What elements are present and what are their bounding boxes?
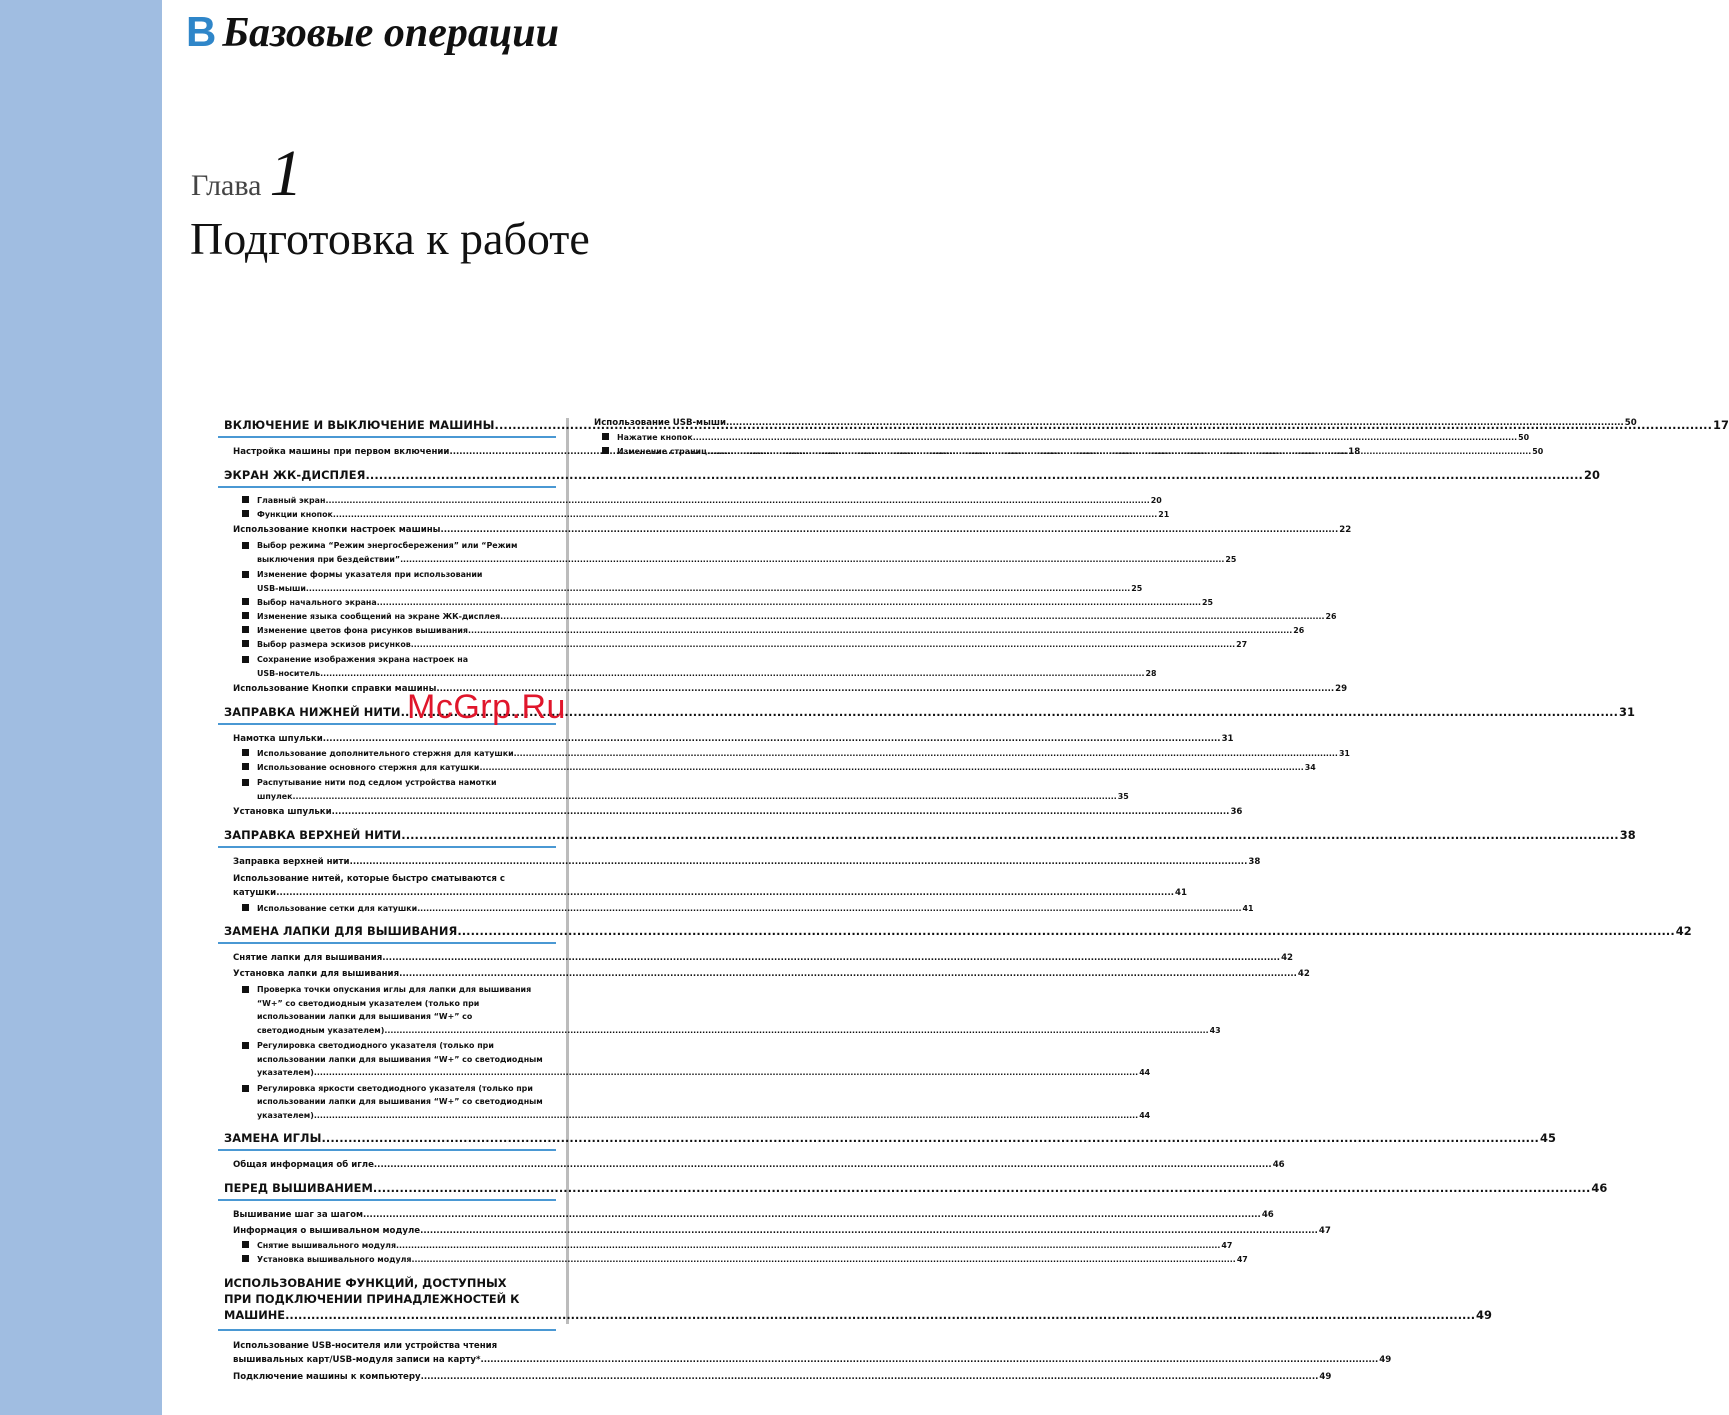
toc-subsection[interactable]: Использование нитей, которые быстро сматываются с катушки ..... 41 [218, 870, 556, 902]
bullet-icon [242, 1255, 249, 1262]
toc-item[interactable]: Изменение формы указателя при использовании USB-мыши ..... 25 [218, 567, 556, 596]
toc-item[interactable]: Выбор режима “Режим энергосбережения” или “Режим выключения при бездействии” ..... 25 [218, 538, 556, 567]
chapter-label [191, 136, 302, 212]
bullet-icon [242, 1085, 249, 1092]
toc-subsection[interactable]: Настройка машины при первом включении ..... 18 [218, 444, 556, 460]
toc-item[interactable]: Выбор размера эскизов рисунков ..... 27 [218, 638, 556, 652]
toc-subsection[interactable]: Намотка шпульки ..... 31 [218, 731, 556, 747]
toc-item[interactable]: Изменение цветов фона рисунков вышивания ..... 26 [218, 624, 556, 638]
bullet-icon [242, 656, 249, 663]
toc-item[interactable]: Нажатие кнопок ..... 50 [592, 431, 904, 445]
toc-section[interactable]: ЭКРАН ЖК-ДИСПЛЕЯ ..... 20 [218, 460, 556, 488]
part-header [186, 8, 559, 57]
toc-section[interactable]: ЗАМЕНА ИГЛЫ ..... 45 [218, 1123, 556, 1151]
toc-subsection[interactable]: Подключение машины к компьютеру ..... 49 [218, 1369, 556, 1385]
toc-subsection[interactable]: Установка шпульки ..... 36 [218, 804, 556, 820]
toc-item[interactable]: Использование сетки для катушки ..... 41 [218, 902, 556, 916]
toc-item[interactable]: Снятие вышивального модуля ..... 47 [218, 1239, 556, 1253]
toc-subsection[interactable]: Информация о вышивальном модуле ..... 47 [218, 1223, 556, 1239]
toc-section[interactable]: ЗАМЕНА ЛАПКИ ДЛЯ ВЫШИВАНИЯ ..... 42 [218, 916, 556, 944]
toc-item[interactable]: Изменение языка сообщений на экране ЖК-дисплея ..... 26 [218, 610, 556, 624]
bullet-icon [242, 640, 249, 647]
bullet-icon [242, 904, 249, 911]
toc-item[interactable]: Выбор начального экрана ..... 25 [218, 596, 556, 610]
bullet-icon [242, 542, 249, 549]
bullet-icon [242, 510, 249, 517]
watermark: McGrp.Ru [407, 688, 566, 726]
bullet-icon [242, 763, 249, 770]
bullet-icon [602, 433, 609, 440]
bullet-icon [242, 1042, 249, 1049]
bullet-icon [242, 749, 249, 756]
chapter-title: Подготовка к работе [190, 213, 590, 264]
side-color-band [0, 0, 162, 1415]
bullet-icon [242, 612, 249, 619]
toc-item[interactable]: Главный экран ..... 20 [218, 494, 556, 508]
toc-item[interactable]: Установка вышивального модуля ..... 47 [218, 1253, 556, 1267]
toc-subsection[interactable]: Снятие лапки для вышивания ..... 42 [218, 950, 556, 966]
bullet-icon [242, 779, 249, 786]
toc-item[interactable]: Распутывание нити под седлом устройства намотки шпулек ..... 35 [218, 775, 556, 804]
toc-item[interactable]: Проверка точки опускания иглы для лапки для вышивания “W+” со светодиодным указателем (только при использовании лапки для вышивания “W+” со светодиодным указателем) ..... 43 [218, 982, 556, 1038]
toc-subsection[interactable]: Использование USB-носителя или устройства чтения вышивальных карт/USB-модуля записи на карту* ..... 49 [218, 1337, 556, 1369]
toc-section[interactable]: ВКЛЮЧЕНИЕ И ВЫКЛЮЧЕНИЕ МАШИНЫ ..... 17 [218, 410, 556, 438]
toc-subsection[interactable]: Использование Кнопки справки машины ..... 29 [218, 681, 556, 697]
toc-item[interactable]: Функции кнопок ..... 21 [218, 508, 556, 522]
toc-section[interactable]: ИСПОЛЬЗОВАНИЕ ФУНКЦИЙ, ДОСТУПНЫХ ПРИ ПОДКЛЮЧЕНИИ ПРИНАДЛЕЖНОСТЕЙ К МАШИНЕ ..... 49 [218, 1267, 556, 1331]
toc-section[interactable]: ЗАПРАВКА ВЕРХНЕЙ НИТИ ..... 38 [218, 820, 556, 848]
toc-item[interactable]: Изменение страниц ..... 50 [592, 445, 904, 459]
bullet-icon [242, 1241, 249, 1248]
chapter-number: 1 [269, 137, 303, 210]
toc-item[interactable]: Регулировка светодиодного указателя (только при использовании лапки для вышивания “W+” со светодиодным указателем) ..... 44 [218, 1038, 556, 1081]
toc-subsection[interactable]: Вышивание шаг за шагом ..... 46 [218, 1207, 556, 1223]
toc-subsection[interactable]: Использование USB-мыши ..... 50 [592, 415, 904, 431]
toc-subsection[interactable]: Заправка верхней нити ..... 38 [218, 854, 556, 870]
toc-section[interactable]: ПЕРЕД ВЫШИВАНИЕМ ..... 46 [218, 1173, 556, 1201]
bullet-icon [242, 598, 249, 605]
toc-section[interactable]: ЗАПРАВКА НИЖНЕЙ НИТИ ..... 31 [218, 697, 556, 725]
bullet-icon [242, 626, 249, 633]
chapter-word: Глава [191, 169, 262, 202]
part-letter: B [186, 8, 217, 55]
toc-item[interactable]: Использование основного стержня для катушки ..... 34 [218, 761, 556, 775]
toc-subsection[interactable]: Использование кнопки настроек машины ..... 22 [218, 522, 556, 538]
toc-item[interactable]: Регулировка яркости светодиодного указателя (только при использовании лапки для вышивания “W+” со светодиодным указателем) ..... 44 [218, 1081, 556, 1124]
bullet-icon [242, 986, 249, 993]
toc-subsection[interactable]: Общая информация об игле ..... 46 [218, 1157, 556, 1173]
toc-subsection[interactable]: Установка лапки для вышивания ..... 42 [218, 966, 556, 982]
part-title: Базовые операции [222, 10, 559, 56]
toc-item[interactable]: Сохранение изображения экрана настроек на USB-носитель ..... 28 [218, 652, 556, 681]
toc-item[interactable]: Использование дополнительного стержня для катушки ..... 31 [218, 747, 556, 761]
bullet-icon [242, 496, 249, 503]
bullet-icon [602, 447, 609, 454]
bullet-icon [242, 571, 249, 578]
